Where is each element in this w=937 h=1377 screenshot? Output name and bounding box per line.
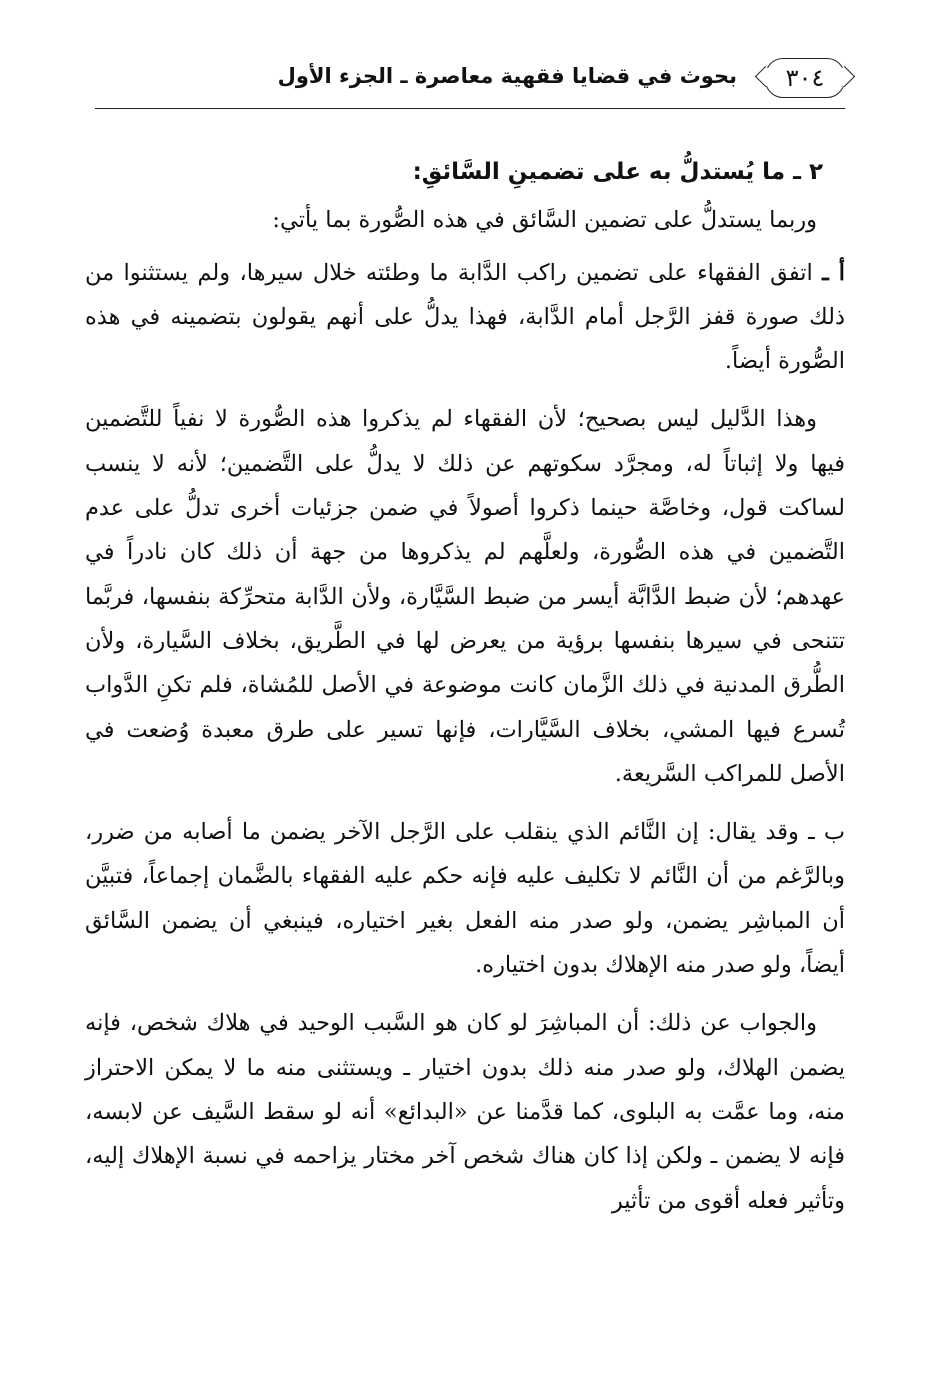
page-number: [765, 58, 845, 98]
page-body: [85, 150, 845, 1237]
section-heading: ٢ ـ ما يُستدلُّ به على تضمينِ السَّائقِ:: [412, 159, 823, 185]
paragraph-a-marker: أ ـ: [822, 259, 845, 286]
paragraph-b-marker: ب ـ: [808, 819, 845, 846]
reply-b-paragraph: والجواب عن ذلك: أن المباشِرَ لو كان هو السَّبب الوحيد في هلاك شخص، فإنه يضمن الهلاك، ولو صدر منه ذلك بدون اختيار ـ ويستثنى منه ما لا يمكن الاحتراز منه، وما عمَّت به البلوى، كما قدَّمنا عن «البدائع» أنه لو سقط السَّيف عن لابسه، فإنه لا يضمن ـ ولكن إذا كان هناك شخص آخر مختار يزاحمه في نسبة الإهلاك إليه، وتأثير فعله أقوى من تأثير: [85, 1010, 845, 1214]
intro-paragraph: وربما يستدلُّ على تضمين السَّائق في هذه الصُّورة بما يأتي:: [272, 207, 817, 234]
paragraph-b-text: وقد يقال: إن النَّائم الذي ينقلب على الرَّجل الآخر يضمن ما أصابه من ضرر، وبالرَّغم من أن النَّائم لا تكليف عليه فإنه حكم عليه الفقهاء بالضَّمان إجماعاً، فتبيَّن أن المباشِر يضمن، ولو صدر منه الفعل بغير اختياره، فينبغي أن يضمن السَّائق أيضاً، ولو صدر منه الإهلاك بدون اختياره.: [85, 819, 845, 979]
running-title: بحوث في قضايا فقهية معاصرة ـ الجزء الأول: [277, 64, 737, 88]
paragraph-b: [85, 810, 845, 987]
running-header: [95, 52, 845, 109]
paragraph-a-text: اتفق الفقهاء على تضمين راكب الدَّابة ما وطئته خلال سيرها، ولم يستثنوا من ذلك صورة قفز الرَّجل أمام الدَّابة، فهذا يدلُّ على أنهم يقولون بتضمينه في هذه الصُّورة أيضاً.: [85, 259, 845, 375]
page-number-text: ٣٠٤: [785, 64, 825, 92]
reply-a-paragraph: وهذا الدَّليل ليس بصحيح؛ لأن الفقهاء لم يذكروا هذه الصُّورة لا نفياً للتَّضمين فيها ولا إثباتاً له، ومجرَّد سكوتهم عن ذلك لا يدلُّ على التَّضمين؛ لأنه لا ينسب لساكت قول، وخاصَّة حينما ذكروا أصولاً في ضمن جزئيات أخرى تدلُّ على عدم التَّضمين في هذه الصُّورة، ولعلَّهم لم يذكروها من جهة أن ذلك كان نادراً في عهدهم؛ لأن ضبط الدَّابَّة أيسر من ضبط السَّيَّارة، ولأن الدَّابة متحرِّكة بنفسها، فربَّما تتنحى في سيرها بنفسها برؤية من يعرض لها في الطَّريق، بخلاف السَّيارة، ولأن الطُّرق المدنية في ذلك الزَّمان كانت موضوعة في الأصل للمُشاة، فلم تكنِ الدَّواب تُسرع فيها المشي، بخلاف السَّيَّارات، فإنها تسير على طرق معبدة وُضعت في الأصل للمراكب السَّريعة.: [85, 406, 845, 787]
paragraph-a: [85, 251, 845, 384]
